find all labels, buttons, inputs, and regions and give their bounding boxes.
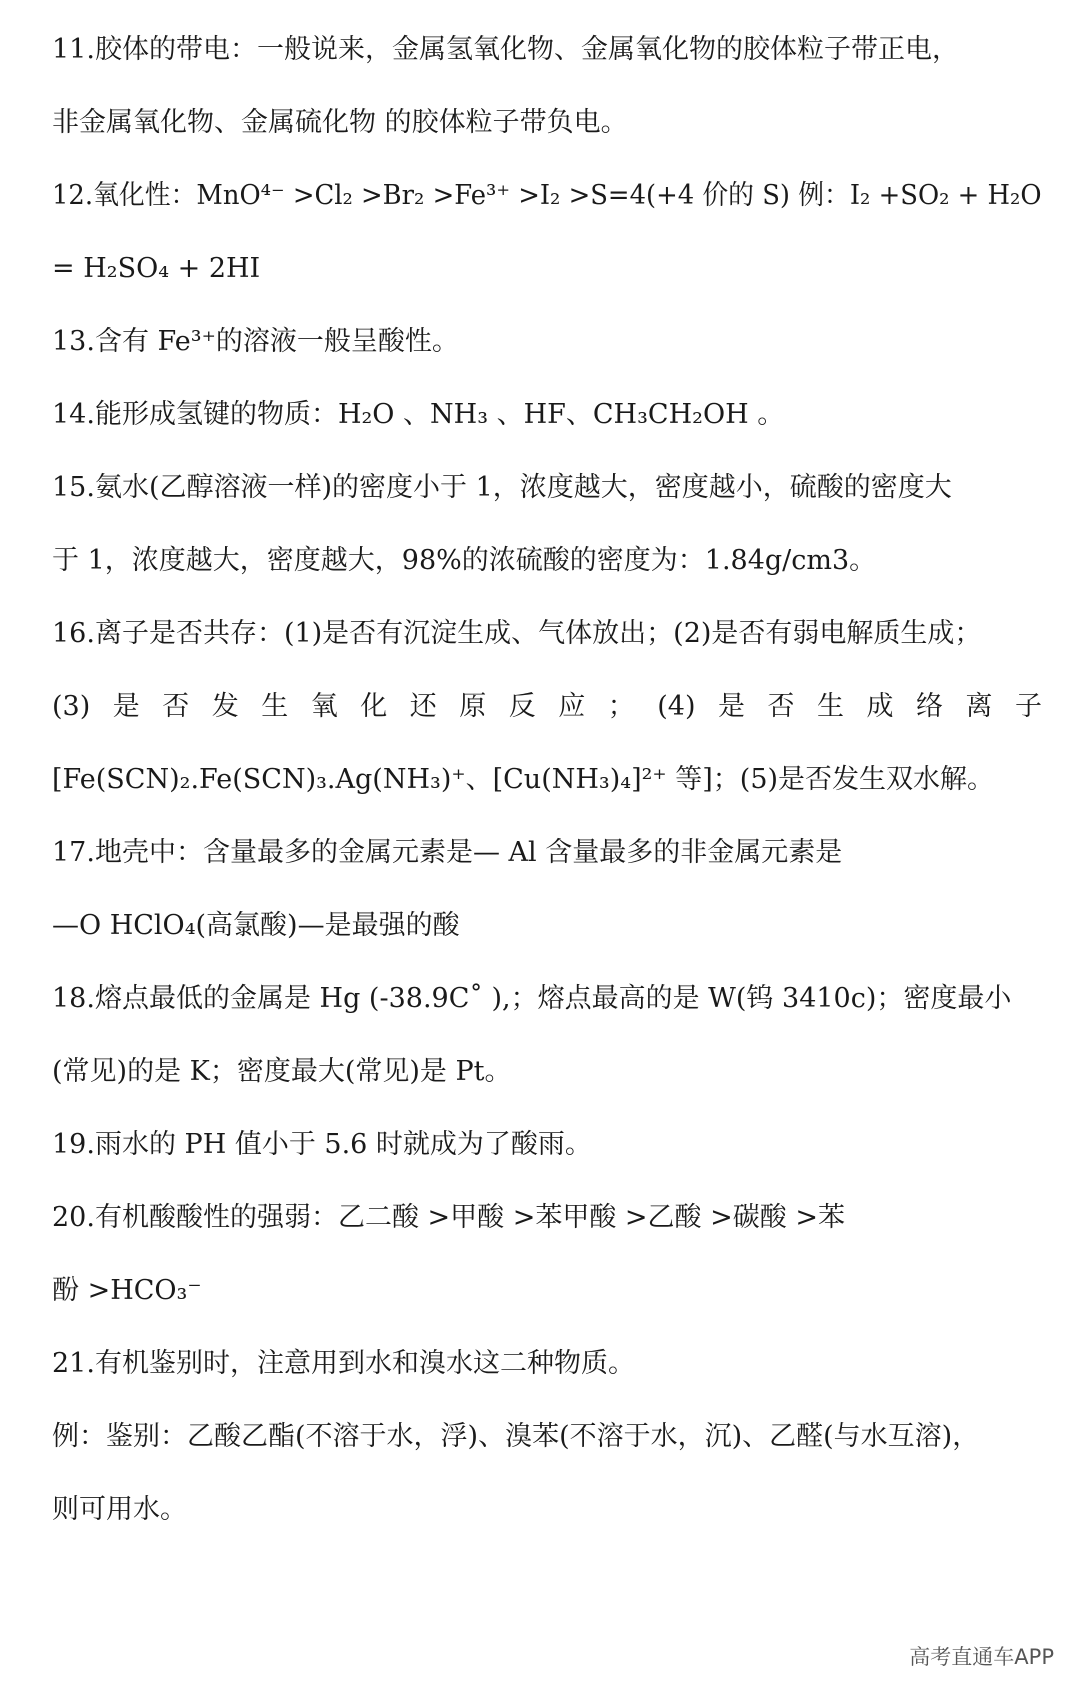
text-token: 生 bbox=[817, 691, 844, 722]
text-line-12a: 12.氧化性：MnO⁴⁻ >Cl₂ >Br₂ >Fe³⁺ >I₂ >S=4(+4 价的 S) 例：I₂ +SO₂ + H₂O bbox=[52, 180, 1042, 211]
text-line-11b: 非金属氧化物、金属硫化物 的胶体粒子带负电。 bbox=[52, 107, 628, 138]
text-token: ； bbox=[607, 691, 635, 722]
text-line-12b: = H₂SO₄ + 2HI bbox=[52, 253, 261, 284]
text-token: 否 bbox=[162, 691, 190, 722]
text-token: (3) bbox=[52, 691, 91, 722]
text-line-21b: 例：鉴别：乙酸乙酯(不溶于水，浮)、溴苯(不溶于水，沉)、乙醛(与水互溶)， bbox=[52, 1421, 980, 1452]
text-token: 发 bbox=[211, 691, 239, 722]
text-line-17a: 17.地壳中：含量最多的金属元素是— Al 含量最多的非金属元素是 bbox=[52, 837, 843, 868]
text-line-20a: 20.有机酸酸性的强弱：乙二酸 >甲酸 >苯甲酸 >乙酸 >碳酸 >苯 bbox=[52, 1202, 845, 1233]
text-token: 离 bbox=[965, 691, 993, 722]
text-line-17b: —O HClO₄(高氯酸)—是最强的酸 bbox=[52, 910, 460, 941]
text-line-16c: [Fe(SCN)₂.Fe(SCN)₃.Ag(NH₃)⁺、[Cu(NH₃)₄]²⁺ 等]；(5)是否发生双水解。 bbox=[52, 764, 995, 795]
text-token: 是 bbox=[112, 691, 140, 722]
text-line-21a: 21.有机鉴别时，注意用到水和溴水这二种物质。 bbox=[52, 1348, 635, 1379]
watermark-text: 高考直通车APP bbox=[909, 1645, 1054, 1669]
text-line-14: 14.能形成氢键的物质：H₂O 、NH₃ 、HF、CH₃CH₂OH 。 bbox=[52, 399, 785, 430]
text-token: (4) bbox=[657, 691, 696, 722]
text-token: 化 bbox=[360, 691, 388, 722]
text-token: 应 bbox=[558, 691, 586, 722]
text-token: 否 bbox=[767, 691, 795, 722]
text-line-15b: 于 1，浓度越大，密度越大，98%的浓硫酸的密度为：1.84g/cm3。 bbox=[52, 545, 877, 576]
text-line-13: 13.含有 Fe³⁺的溶液一般呈酸性。 bbox=[52, 326, 459, 357]
text-token: 原 bbox=[459, 691, 487, 722]
text-token: 生 bbox=[261, 691, 289, 722]
text-line-20b: 酚 >HCO₃⁻ bbox=[52, 1275, 202, 1306]
text-line-11a: 11.胶体的带电：一般说来，金属氢氧化物、金属氧化物的胶体粒子带正电， bbox=[52, 34, 959, 65]
text-token: 子 bbox=[1015, 691, 1042, 722]
text-line-21c: 则可用水。 bbox=[52, 1494, 187, 1525]
text-token: 是 bbox=[718, 691, 745, 722]
text-line-15a: 15.氨水(乙醇溶液一样)的密度小于 1，浓度越大，密度越小，硫酸的密度大 bbox=[52, 472, 952, 503]
text-token: 氧 bbox=[310, 691, 338, 722]
text-line-18a: 18.熔点最低的金属是 Hg (-38.9C˚ ),；熔点最高的是 W(钨 3410c)；密度最小 bbox=[52, 983, 1012, 1014]
text-token: 还 bbox=[409, 691, 437, 722]
text-line-19: 19.雨水的 PH 值小于 5.6 时就成为了酸雨。 bbox=[52, 1129, 592, 1160]
text-line-16b bbox=[52, 687, 1042, 727]
text-line-16a: 16.离子是否共存：(1)是否有沉淀生成、气体放出；(2)是否有弱电解质生成； bbox=[52, 618, 982, 649]
text-token: 成 bbox=[866, 691, 894, 722]
text-token: 反 bbox=[508, 691, 536, 722]
text-token: 络 bbox=[916, 691, 943, 722]
text-line-18b: (常见)的是 K；密度最大(常见)是 Pt。 bbox=[52, 1056, 512, 1087]
